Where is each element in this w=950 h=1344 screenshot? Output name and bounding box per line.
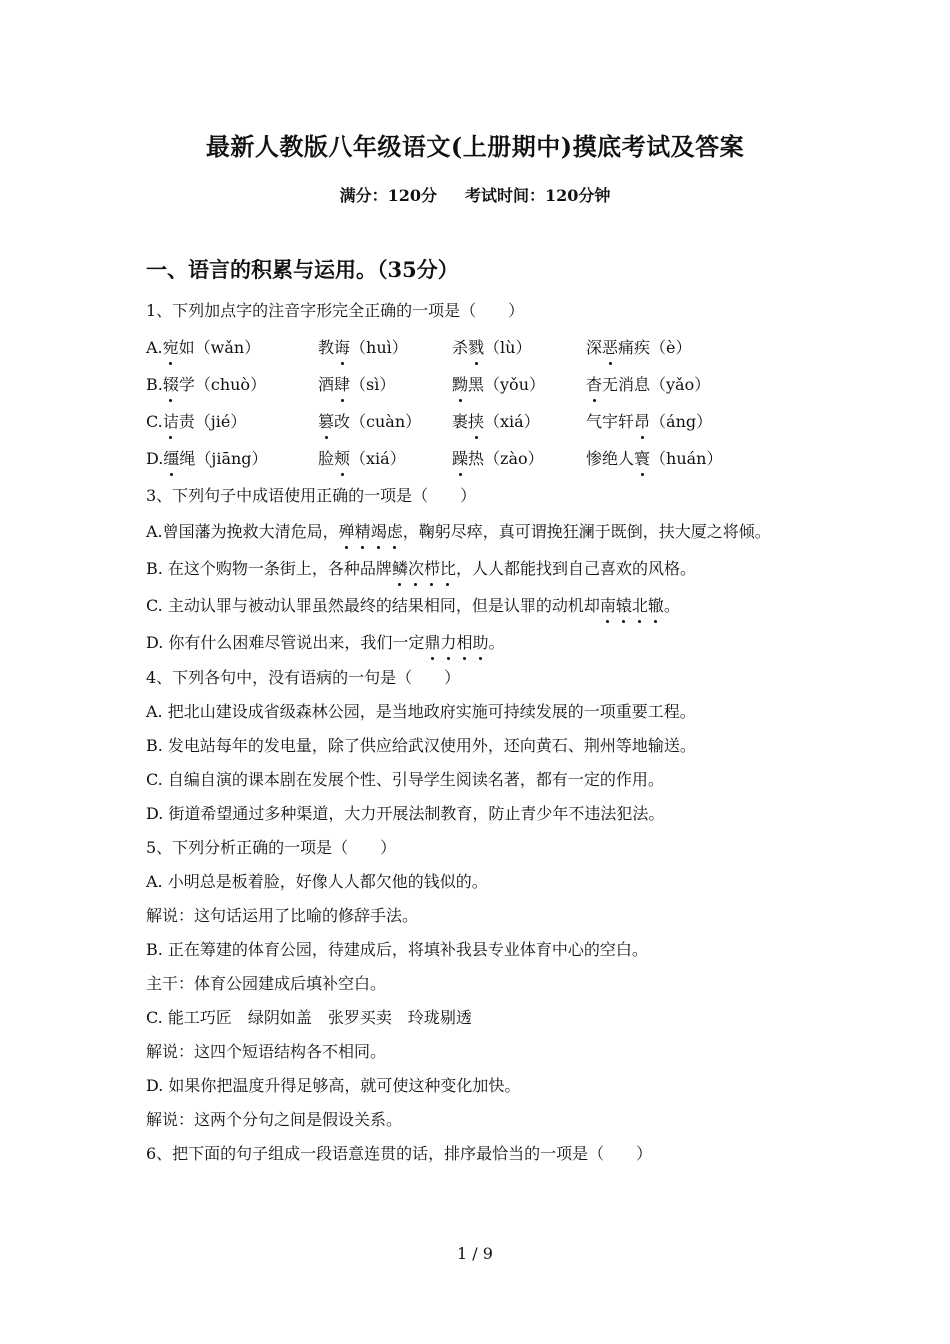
q1-d-item-2: 脸颊（xiá）: [318, 440, 452, 477]
q1-option-b: [146, 366, 816, 403]
q1-option-c: [146, 403, 816, 440]
q4-option-b: B. 发电站每年的发电量，除了供应给武汉使用外，还向黄石、荆州等地输送。: [146, 736, 696, 755]
question-1-stem: 1、下列加点字的注音字形完全正确的一项是（ ）: [146, 301, 525, 320]
q3-option-a: A.曾国藩为挽救大清危局，殚精竭虑，鞠躬尽瘁，真可谓挽狂澜于既倒，扶大厦之将倾。: [146, 514, 816, 550]
full-score: 满分：120分: [339, 186, 437, 205]
q5-option-a: A. 小明总是板着脸，好像人人都欠他的钱似的。: [146, 872, 488, 891]
q1-c-item-3: 裹挟（xiá）: [452, 403, 586, 440]
exam-title: 最新人教版八年级语文(上册期中)摸底考试及答案: [205, 132, 745, 161]
q4-option-a: A. 把北山建设成省级森林公园，是当地政府实施可持续发展的一项重要工程。: [146, 702, 696, 721]
q5-option-c: C. 能工巧匠 绿阴如盖 张罗买卖 玲珑剔透: [146, 1008, 472, 1027]
q1-d-item-4: 惨绝人寰（huán）: [586, 440, 816, 477]
page-number: 1 / 9: [457, 1244, 493, 1263]
questions: [146, 292, 816, 1171]
exam-info: [0, 184, 950, 208]
q1-a-item-1: A.宛如（wǎn）: [146, 329, 318, 366]
question-5-stem: 5、下列分析正确的一项是（ ）: [146, 838, 397, 857]
q1-d-item-1: D.缰绳（jiāng）: [146, 440, 318, 477]
q1-c-item-2: 篡改（cuàn）: [318, 403, 452, 440]
q1-a-item-2: 教诲（huì）: [318, 329, 452, 366]
q4-option-d: D. 街道希望通过多种渠道，大力开展法制教育，防止青少年不违法犯法。: [146, 804, 665, 823]
q5-note-d: 解说：这两个分句之间是假设关系。: [146, 1110, 403, 1129]
q1-b-item-2: 酒肆（sì）: [318, 366, 452, 403]
q5-option-d: D. 如果你把温度升得足够高，就可使这种变化加快。: [146, 1076, 521, 1095]
q5-note-c: 解说：这四个短语结构各不相同。: [146, 1042, 387, 1061]
question-3-stem: 3、下列句子中成语使用正确的一项是（ ）: [146, 486, 477, 505]
q3-option-b: B. 在这个购物一条街上，各种品牌鳞次栉比，人人都能找到自己喜欢的风格。: [146, 550, 816, 587]
question-6-stem: 6、把下面的句子组成一段语意连贯的话，排序最恰当的一项是（ ）: [146, 1144, 653, 1163]
q3-option-d: D. 你有什么困难尽管说出来，我们一定鼎力相助。: [146, 624, 816, 661]
section-heading: 一、语言的积累与运用。（35分）: [146, 257, 459, 282]
q1-b-item-1: B.辍学（chuò）: [146, 366, 318, 403]
question-4-stem: 4、下列各句中，没有语病的一句是（ ）: [146, 668, 461, 687]
q1-option-d: [146, 440, 816, 477]
exam-time: 考试时间：120分钟: [465, 186, 611, 205]
q1-c-item-4: 气宇轩昂（áng）: [586, 403, 816, 440]
q1-d-item-3: 躁热（zào）: [452, 440, 586, 477]
q1-c-item-1: C.诘责（jié）: [146, 403, 318, 440]
q1-b-item-4: 杳无消息（yǎo）: [586, 366, 816, 403]
q1-b-item-3: 黝黑（yǒu）: [452, 366, 586, 403]
q1-a-item-4: 深恶痛疾（è）: [586, 329, 816, 366]
q5-note-b: 主干：体育公园建成后填补空白。: [146, 974, 387, 993]
q5-option-b: B. 正在筹建的体育公园，待建成后，将填补我县专业体育中心的空白。: [146, 940, 648, 959]
q3-option-c: C. 主动认罪与被动认罪虽然最终的结果相同，但是认罪的动机却南辕北辙。: [146, 587, 816, 624]
q1-a-item-3: 杀戮（lù）: [452, 329, 586, 366]
q1-option-a: [146, 329, 816, 366]
q4-option-c: C. 自编自演的课本剧在发展个性、引导学生阅读名著，都有一定的作用。: [146, 770, 664, 789]
q5-note-a: 解说：这句话运用了比喻的修辞手法。: [146, 906, 419, 925]
